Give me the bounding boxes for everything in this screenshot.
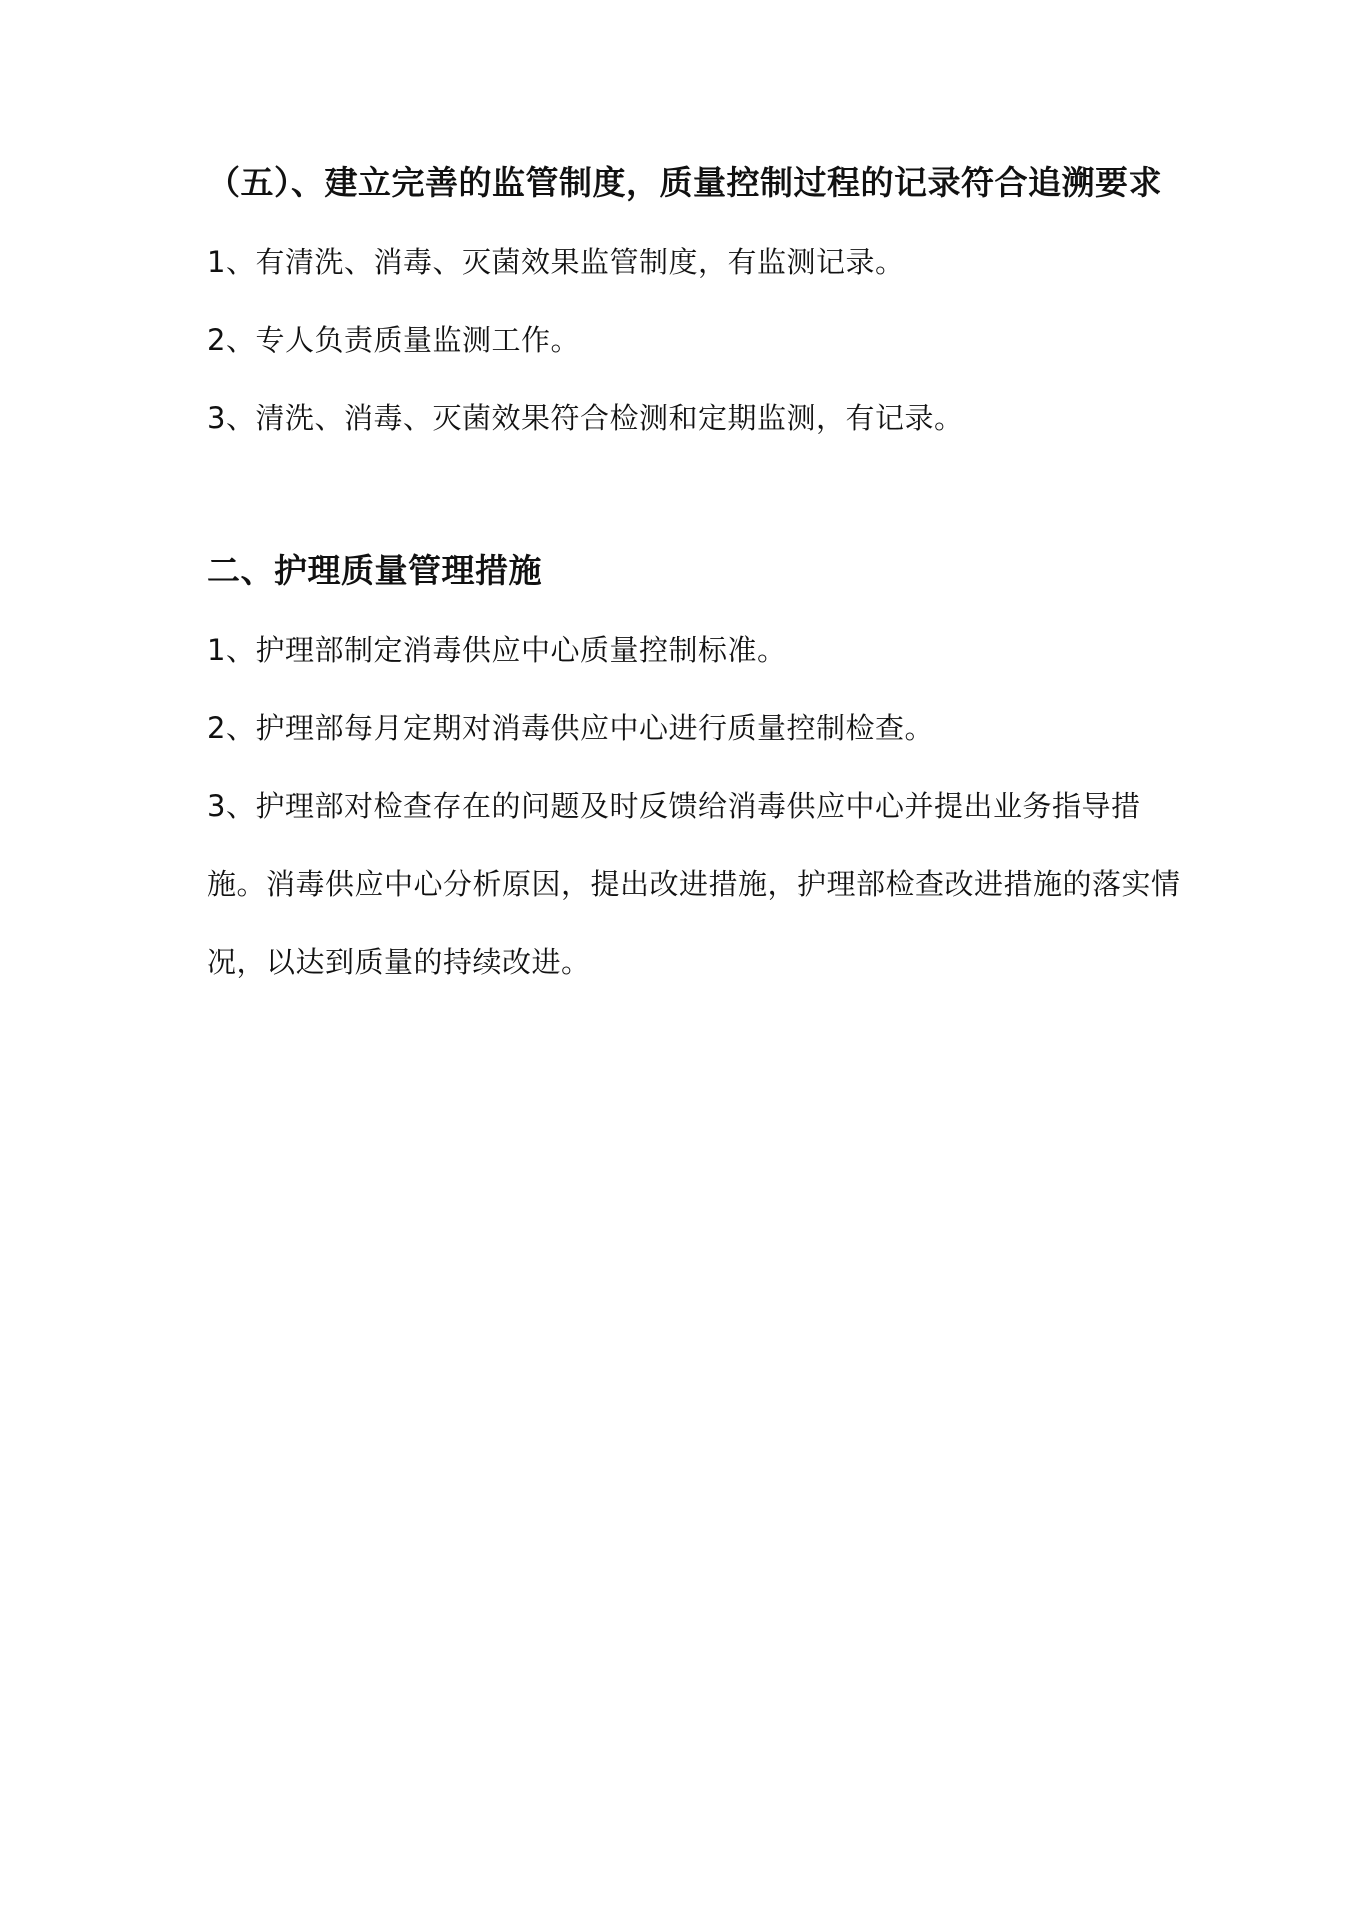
list-item: 2、专人负责质量监测工作。 — [207, 323, 580, 357]
list-item: 1、有清洗、消毒、灭菌效果监管制度，有监测记录。 — [207, 245, 905, 279]
section-5-list — [207, 223, 1187, 457]
list-item: 3、护理部对检查存在的问题及时反馈给消毒供应中心并提出业务指导措施。消毒供应中心分析原因，提出改进措施，护理部检查改进措施的落实情况，以达到质量的持续改进。 — [207, 789, 1181, 979]
list-item: 1、护理部制定消毒供应中心质量控制标准。 — [207, 633, 787, 667]
list-item: 3、清洗、消毒、灭菌效果符合检测和定期监测，有记录。 — [207, 401, 964, 435]
section-2-list — [207, 611, 1187, 1001]
section-heading-2: 二、护理质量管理措施 — [207, 551, 542, 590]
document-content — [207, 143, 1187, 1001]
list-item: 2、护理部每月定期对消毒供应中心进行质量控制检查。 — [207, 711, 934, 745]
section-heading-5: （五）、建立完善的监管制度，质量控制过程的记录符合追溯要求 — [207, 163, 1162, 202]
